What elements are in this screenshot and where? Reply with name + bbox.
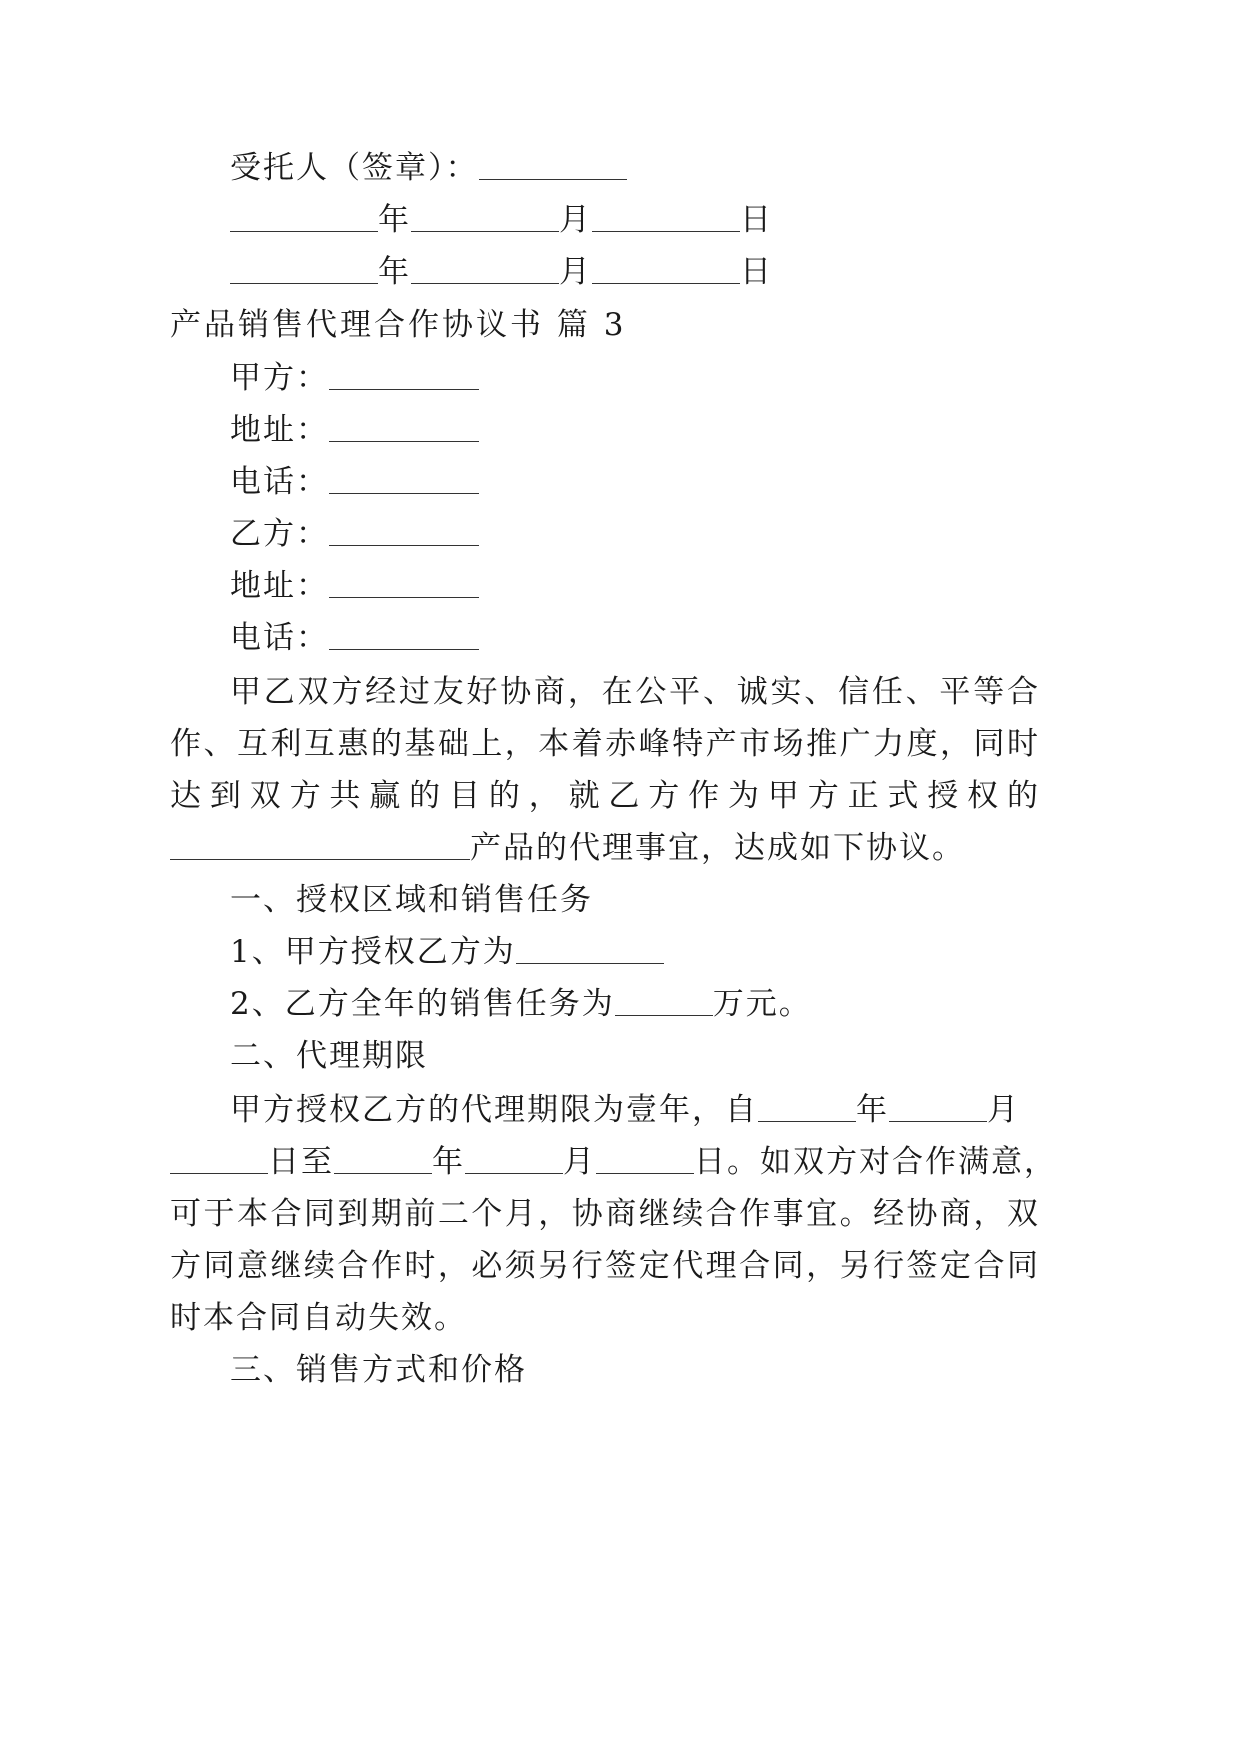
party-label: 电话：: [230, 620, 329, 656]
clause-1-item-2-unit: 万元。: [712, 986, 812, 1022]
end-day-blank: [596, 1145, 694, 1174]
clause-1-item-1-text: 1、甲方授权乙方为: [230, 934, 516, 970]
term-text: 甲方授权乙方的代理期限为壹年，自: [230, 1092, 758, 1128]
signature-blank: [479, 151, 627, 180]
day-blank: [592, 203, 740, 232]
party-label: 地址：: [230, 412, 329, 448]
day-label: 日: [740, 202, 773, 238]
year-label: 年: [856, 1092, 889, 1128]
clause-1-item-2-text: 2、乙方全年的销售任务为: [230, 986, 615, 1022]
month-label: 月: [563, 1144, 596, 1180]
party-b-line: [230, 514, 479, 554]
party-a-phone-line: [230, 462, 479, 502]
party-label: 甲方：: [230, 360, 329, 396]
clause-2-line-2: [170, 1142, 1057, 1182]
day-blank: [592, 255, 740, 284]
year-blank: [230, 255, 378, 284]
section-part: 篇 3: [556, 307, 627, 343]
field-blank: [329, 621, 479, 650]
intro-line-4: [170, 828, 965, 868]
year-label: 年: [432, 1144, 465, 1180]
date-line-2: [230, 252, 773, 292]
clause-2-heading: 二、代理期限: [230, 1038, 428, 1074]
party-label: 电话：: [230, 464, 329, 500]
intro-line-3: 达到双方共赢的目的，就乙方作为甲方正式授权的: [170, 778, 1038, 814]
party-a-line: [230, 358, 479, 398]
month-blank: [411, 255, 559, 284]
region-blank: [516, 935, 664, 964]
field-blank: [329, 413, 479, 442]
term-text-rest: 日。如双方对合作满意，: [694, 1144, 1057, 1180]
month-label: 月: [559, 202, 592, 238]
section-heading: [170, 305, 626, 345]
field-blank: [329, 569, 479, 598]
field-blank: [329, 517, 479, 546]
clause-1-item-1: [230, 932, 664, 972]
year-label: 年: [378, 254, 411, 290]
clause-1-item-2: [230, 984, 812, 1024]
intro-line-4-text: 产品的代理事宜，达成如下协议。: [470, 830, 965, 866]
end-year-blank: [334, 1145, 432, 1174]
product-blank: [170, 831, 470, 860]
end-month-blank: [465, 1145, 563, 1174]
month-label: 月: [987, 1092, 1020, 1128]
field-blank: [329, 465, 479, 494]
start-day-blank: [170, 1145, 268, 1174]
trustee-label: 受托人（签章）：: [230, 150, 479, 186]
month-blank: [411, 203, 559, 232]
party-a-address-line: [230, 410, 479, 450]
amount-blank: [615, 987, 713, 1016]
intro-line-1: 甲乙双方经过友好协商，在公平、诚实、信任、平等合: [230, 674, 1038, 710]
party-label: 地址：: [230, 568, 329, 604]
field-blank: [329, 361, 479, 390]
trustee-signature-line: [230, 148, 627, 188]
clause-1-heading: 一、授权区域和销售任务: [230, 882, 593, 918]
month-label: 月: [559, 254, 592, 290]
clause-2-line-1: [230, 1090, 1020, 1130]
year-blank: [230, 203, 378, 232]
clause-2-line-3: 可于本合同到期前二个月，协商继续合作事宜。经协商，双: [170, 1196, 1038, 1232]
clause-3-heading: 三、销售方式和价格: [230, 1352, 527, 1388]
day-label: 日: [740, 254, 773, 290]
start-month-blank: [889, 1093, 987, 1122]
party-b-phone-line: [230, 618, 479, 658]
day-to-label: 日至: [268, 1144, 334, 1180]
clause-2-line-5: 时本合同自动失效。: [170, 1300, 467, 1336]
year-label: 年: [378, 202, 411, 238]
party-label: 乙方：: [230, 516, 329, 552]
date-line-1: [230, 200, 773, 240]
clause-2-line-4: 方同意继续合作时，必须另行签定代理合同，另行签定合同: [170, 1248, 1038, 1284]
intro-line-2: 作、互利互惠的基础上，本着赤峰特产市场推广力度，同时: [170, 726, 1038, 762]
section-title: 产品销售代理合作协议书: [170, 307, 544, 343]
start-year-blank: [758, 1093, 856, 1122]
party-b-address-line: [230, 566, 479, 606]
